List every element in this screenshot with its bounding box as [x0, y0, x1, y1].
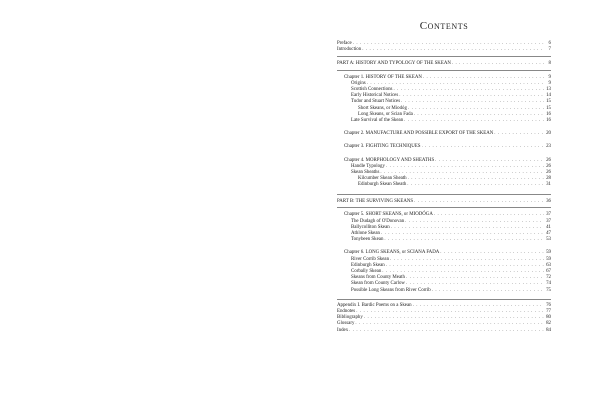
- toc-label: The Dudagh of O'Donovan: [351, 218, 405, 224]
- leader-dots: [422, 144, 544, 150]
- toc-page: 20: [546, 131, 551, 137]
- toc-page: 26: [546, 163, 551, 169]
- toc-page: 15: [546, 99, 551, 105]
- toc-label: Skean from County Carlow: [351, 281, 405, 287]
- toc-label: Skeans from County Meath: [351, 275, 405, 281]
- toc-page: 14: [546, 93, 551, 99]
- divider: [337, 56, 551, 57]
- toc-page: 53: [546, 237, 551, 243]
- toc-page: 72: [546, 275, 551, 281]
- toc-label: Chapter 2. MANUFACTURE AND POSSIBLE EXPORT OF THE SKEAN: [344, 131, 494, 137]
- toc-label: Bibliography: [337, 315, 363, 321]
- leader-dots: [414, 199, 544, 205]
- toc-page: 26: [546, 157, 551, 163]
- toc-label: Skean Sheaths: [351, 170, 380, 176]
- toc-label: Tonybeen Skean: [351, 237, 384, 243]
- divider: [337, 70, 551, 71]
- toc-page: 26: [546, 170, 551, 176]
- toc-page: 63: [546, 262, 551, 268]
- toc-label: Handle Typology: [351, 163, 385, 169]
- toc-label: Chapter 4. MORPHOLOGY AND SHEATHS: [344, 157, 435, 163]
- toc-page: 59: [546, 256, 551, 262]
- toc-label: PART A: HISTORY AND TYPOLOGY OF THE SKEAN: [337, 60, 451, 66]
- divider: [337, 299, 551, 300]
- toc-page: 9: [548, 80, 551, 86]
- toc-label: Chapter 3. FIGHTING TECHNIQUES: [344, 144, 421, 150]
- toc-page: 41: [546, 224, 551, 230]
- toc-label: Preface: [337, 41, 352, 46]
- toc-label: Scottish Connections: [351, 87, 393, 93]
- toc-label: Chapter 1. HISTORY OF THE SKEAN: [344, 74, 422, 80]
- toc-entry: [337, 288, 551, 294]
- leader-dots: [404, 118, 544, 124]
- toc-label: Tudor and Stuart Notices: [351, 99, 401, 105]
- toc-label: Early Historical Notices: [351, 93, 399, 99]
- toc-label: Chapter 5. SHORT SKEANS, or MIODÓGA: [344, 212, 433, 218]
- toc-label: Edinburgh Skean Sheath: [358, 182, 407, 188]
- toc-label: Possible Long Skeans from River Corrib: [351, 287, 431, 293]
- toc-page: 9: [548, 74, 551, 80]
- toc-label: Long Skeans, or Scian Fada: [358, 111, 413, 117]
- contents-page: [337, 20, 551, 334]
- toc-label: Chapter 6. LONG SKEANS, or SCIANA FADA: [344, 250, 440, 256]
- toc-label: Kilcumber Skean Sheath: [358, 176, 407, 182]
- toc-label: Late Survival of the Skean: [351, 118, 404, 124]
- toc-label: Edinburgh Skean: [351, 262, 385, 268]
- leader-dots: [494, 131, 544, 137]
- toc-label: Endnotes: [337, 309, 356, 314]
- toc-page: 31: [546, 182, 551, 188]
- toc-page: 59: [546, 250, 551, 256]
- leader-dots: [349, 328, 544, 334]
- toc-page: 16: [546, 111, 551, 117]
- divider: [337, 194, 551, 195]
- toc-label: Glossary: [337, 321, 355, 327]
- toc-label: Index: [337, 327, 349, 333]
- toc-page: 47: [546, 230, 551, 236]
- toc-part-b: [337, 199, 551, 205]
- toc-label: Corbally Skean: [351, 268, 382, 274]
- toc-label: Short Skeans, or Miodóg: [358, 105, 407, 111]
- toc-page: 77: [546, 309, 551, 314]
- toc-page: 84: [546, 327, 551, 333]
- toc-page: 37: [546, 218, 551, 224]
- toc-page: 67: [546, 268, 551, 274]
- toc-label: PART B: THE SURVIVING SKEANS: [337, 198, 414, 204]
- toc-page: 23: [546, 144, 551, 150]
- toc-entry: [337, 237, 551, 243]
- toc-page: 82: [546, 321, 551, 327]
- toc-label: Athlone Skean: [351, 230, 380, 236]
- toc-label: Ballycolliton Skean: [351, 224, 390, 230]
- toc-page: 6: [548, 41, 551, 46]
- toc-page: 16: [546, 118, 551, 124]
- leader-dots: [452, 61, 544, 67]
- toc-part-a: [337, 61, 551, 67]
- toc-subentry: [337, 182, 551, 188]
- toc-page: 76: [546, 302, 551, 308]
- toc-chapter-2: [337, 131, 551, 137]
- toc-label: Introduction: [337, 47, 362, 53]
- toc-page: 13: [546, 87, 551, 93]
- toc-page: 8: [548, 60, 551, 66]
- divider: [337, 207, 551, 208]
- toc-chapter-3: [337, 144, 551, 150]
- toc-page: 7: [548, 47, 551, 53]
- toc-label: Appendix I. Bardic Poems on a Skean: [337, 302, 412, 308]
- leader-dots: [432, 288, 544, 294]
- toc-page: 37: [546, 212, 551, 218]
- toc-label: Origins: [351, 80, 366, 86]
- toc-entry-introduction: [337, 47, 551, 53]
- toc-page: 36: [546, 198, 551, 204]
- toc-page: 74: [546, 281, 551, 287]
- toc-page: 80: [546, 315, 551, 321]
- toc-page: 75: [546, 287, 551, 293]
- toc-entry: [337, 118, 551, 124]
- leader-dots: [407, 182, 544, 188]
- leader-dots: [362, 47, 544, 53]
- toc-entry-index: [337, 328, 551, 334]
- page-title: Contents: [419, 20, 469, 32]
- leader-dots: [384, 237, 544, 243]
- toc-page: 15: [546, 105, 551, 111]
- toc-page: 28: [546, 176, 551, 182]
- toc-label: River Corrib Skean: [351, 256, 390, 262]
